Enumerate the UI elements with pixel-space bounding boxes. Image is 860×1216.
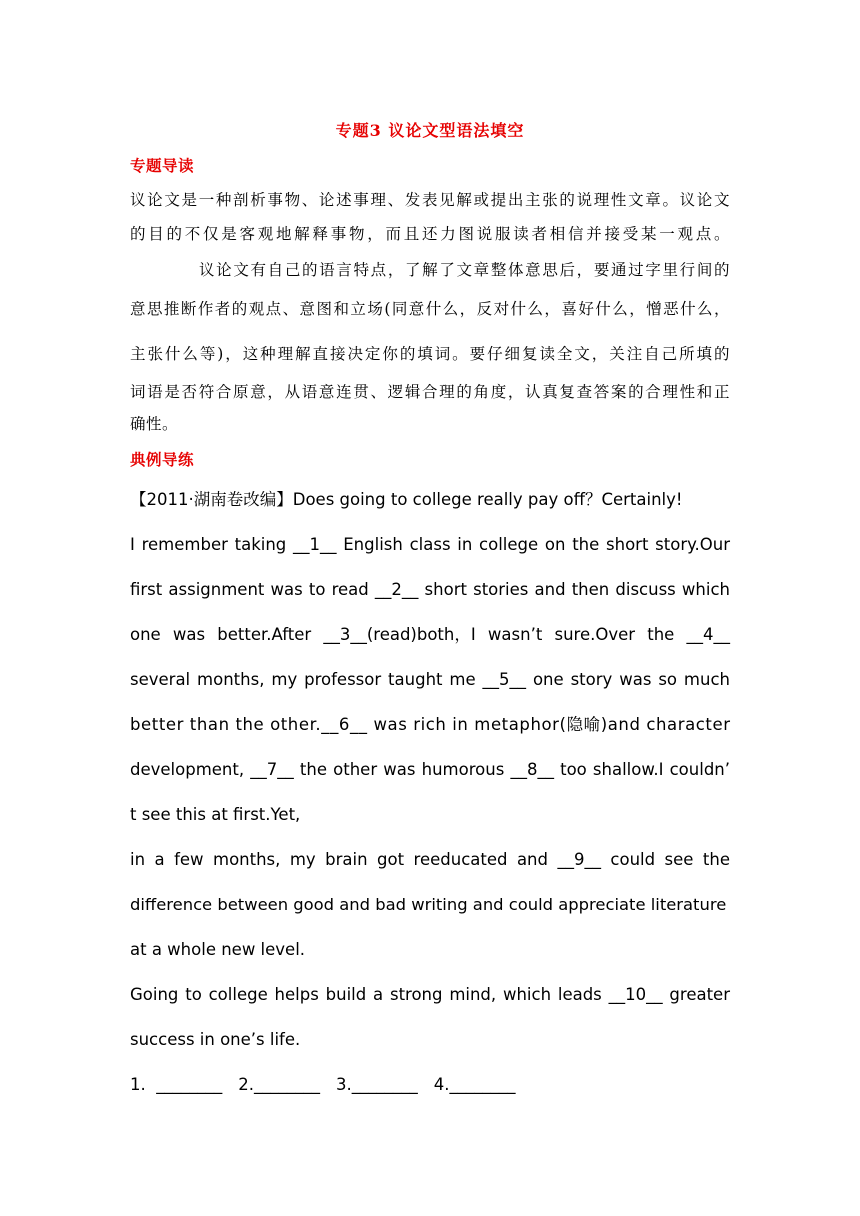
intro-line-7: 确性。 <box>130 415 179 433</box>
passage-line-6: development, __7__ the other was humorous __8__ too shallow.I couldn’ <box>130 760 730 779</box>
passage-line-2: first assignment was to read __2__ short stories and then discuss which <box>130 580 730 599</box>
passage-line-1: I remember taking __1__ English class in college on the short story.Our <box>130 535 730 554</box>
intro-line-3: 议论文有自己的语言特点，了解了文章整体意思后，要通过字里行间的 <box>199 261 732 279</box>
answer-blank-1[interactable]: 1. ________ <box>130 1075 223 1094</box>
answer-blank-3[interactable]: 3.________ <box>335 1075 418 1094</box>
passage-line-3: one was better.After __3__(read)both，I wasn’t sure.Over the __4__ <box>130 625 730 644</box>
answer-blank-2[interactable]: 2.________ <box>238 1075 320 1094</box>
answer-blanks <box>130 1074 531 1096</box>
page-title: 专题3 议论文型语法填空 <box>335 121 525 140</box>
passage-line-9: difference between good and bad writing and could appreciate literature <box>130 895 727 914</box>
intro-line-5: 主张什么等)，这种理解直接决定你的填词。要仔细复读全文，关注自己所填的 <box>130 345 732 363</box>
passage-line-8: in a few months, my brain got reeducated and __9__ could see the <box>130 850 730 869</box>
intro-line-6: 词语是否符合原意，从语意连贯、逻辑合理的角度，认真复查答案的合理性和正 <box>130 383 732 401</box>
source-line: 【2011·湖南卷改编】Does going to college really pay off？Certainly! <box>130 490 683 509</box>
passage-line-7: t see this at first.Yet, <box>130 805 301 824</box>
intro-line-4: 意思推断作者的观点、意图和立场(同意什么，反对什么，喜好什么，憎恶什么， <box>130 300 731 318</box>
intro-line-2: 的目的不仅是客观地解释事物，而且还力图说服读者相信并接受某一观点。 <box>130 225 733 243</box>
passage-line-12: success in one’s life. <box>130 1030 301 1049</box>
intro-text-1: 议论文是一种剖析事物、论述事理、发表见解或提出主张的说理性文章。议论文 <box>130 191 732 209</box>
section-heading-examples: 典例导练 <box>130 450 195 469</box>
passage-line-11: Going to college helps build a strong mind, which leads __10__ greater <box>130 985 730 1004</box>
intro-line-1 <box>130 189 730 211</box>
passage-line-5: better than the other.__6__ was rich in metaphor(隐喻)and character <box>130 715 731 734</box>
answer-blank-4[interactable]: 4.________ <box>433 1075 516 1094</box>
passage-line-4: several months, my professor taught me __5__ one story was so much <box>130 670 730 689</box>
passage-line-10: at a whole new level. <box>130 940 306 959</box>
section-heading-intro: 专题导读 <box>130 156 195 175</box>
